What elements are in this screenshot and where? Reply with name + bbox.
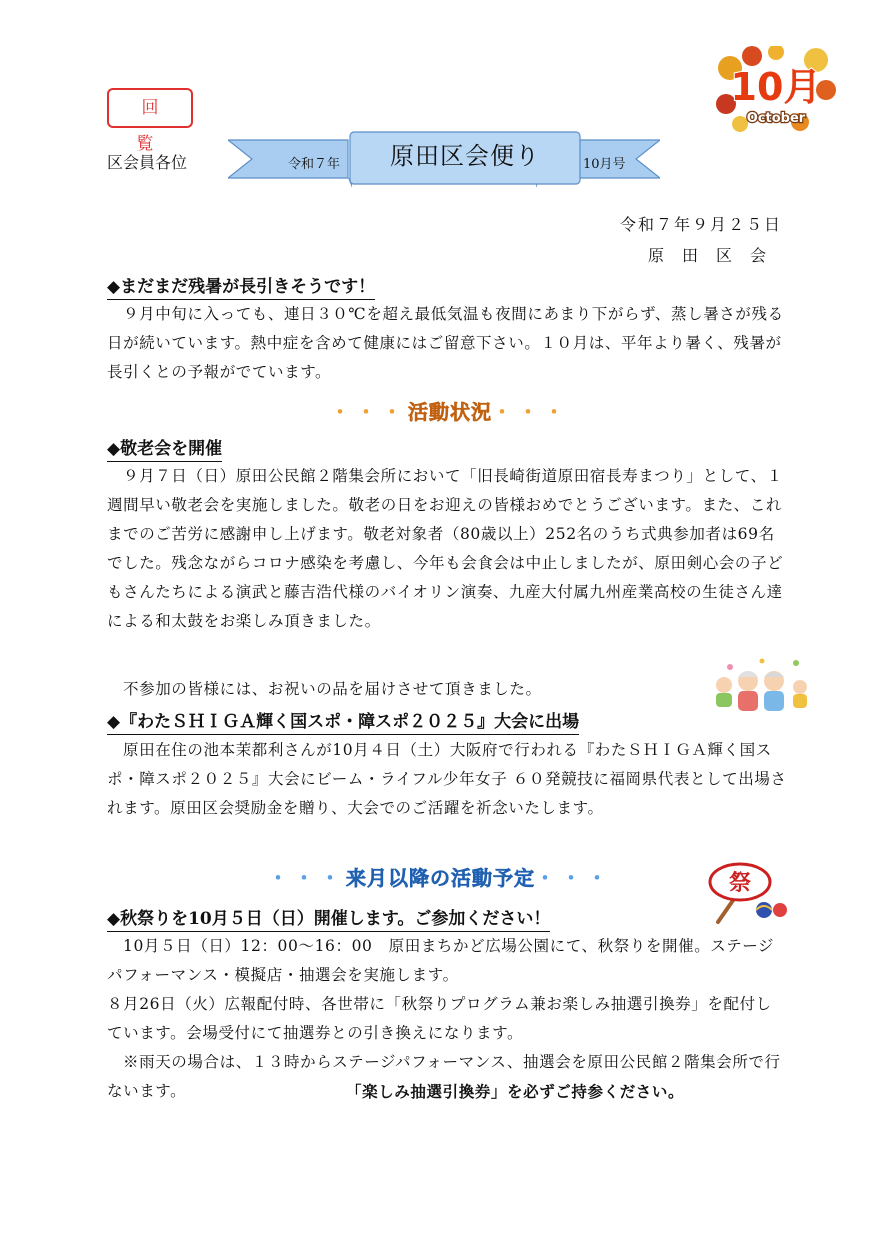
newsletter-issue: 10月号 (583, 157, 626, 172)
fan-label: 祭 (728, 871, 752, 896)
activity-banner: ・・・活動状況・・・ (330, 400, 570, 424)
elderly-family-illustration (710, 655, 814, 717)
october-badge (716, 46, 836, 132)
addressee: 区会員各位 (107, 153, 188, 172)
keirou-body-2: 不参加の皆様には、お祝いの品を届けさせて頂きました。 (123, 680, 542, 698)
festival-reminder: 「楽しみ抽選引換券」を必ずご持参ください。 (346, 1082, 685, 1101)
festival-heading: ◆ 秋祭りを10月５日（日）開催します。ご参加ください！ (107, 904, 550, 932)
festival-body-2: ８月26日（火）広報配付時、各世帯に「秋祭りプログラム兼お楽しみ抽選引換券」を配付しています。会場受付にて抽選券との引き換えになります。 (107, 995, 772, 1042)
badge-english: October (746, 111, 806, 126)
heat-heading: ◆ まだまだ残暑が長引きそうです！ (107, 272, 375, 300)
keirou-heading: ◆ 敬老会を開催 (107, 434, 222, 462)
festival-body-3: ※雨天の場合は、１３時からステージパフォーマンス、抽選会を原田公民館２階集会所で行ないます。 (107, 1053, 781, 1100)
newsletter-era-year: 令和７年 (288, 157, 341, 172)
sports-heading: ◆ 『わたＳＨＩＧＡ輝く国スポ・障スポ２０２５』大会に出場 (107, 707, 579, 735)
plans-banner: ・・・来月以降の活動予定・・・ (268, 866, 613, 890)
keirou-body: ９月７日（日）原田公民館２階集会所において「旧長崎街道原田宿長寿まつり」として、１週間早い敬老会を実施しました。敬老の日をお迎えの皆様おめでとうございます。また、これまでのご苦労に感謝申し上げます。敬老対象者（80歳以上）252名のうち式典参加者は69名でした。残念ながらコロナ感染を考慮し、今年も会食会は中止しましたが、原田剣心会の子どもさんたちによる演武と藤吉浩代様のバイオリン演奏、九産大付属九州産業高校の生徒さん達による和太鼓をお楽しみ頂きました。 (107, 467, 784, 630)
circulation-stamp: 回 覧 (107, 88, 193, 128)
heat-body: ９月中旬に入っても、連日３０℃を超え最低気温も夜間にあまり下がらず、蒸し暑さが残る日が続いています。熱中症を含めて健康にはご留意下さい。１０月は、平年より暑く、残暑が長引くとの予報がでています。 (107, 305, 784, 381)
issue-date: 令和７年９月２５日 (619, 215, 782, 234)
badge-month: 10月 (730, 65, 822, 109)
festival-body: 10月５日（日）12：00～16：00 原田まちかど広場公園にて、秋祭りを開催。ステージパフォーマンス・模擬店・抽選会を実施します。 (107, 937, 775, 984)
organization-name: 原田区会 (647, 246, 784, 265)
festival-fan-illustration (704, 862, 788, 926)
newsletter-title: 原田区会便り (390, 142, 540, 170)
sports-body: 原田在住の池本茉都利さんが10月４日（土）大阪府で行われる『わたＳＨＩＧＡ輝く国スポ・障スポ２０２５』大会にビーム・ライフル少年女子 ６０発競技に福岡県代表として出場されます。原田区会奨励金を贈り、大会でのご活躍を祈念いたします。 (107, 741, 787, 817)
